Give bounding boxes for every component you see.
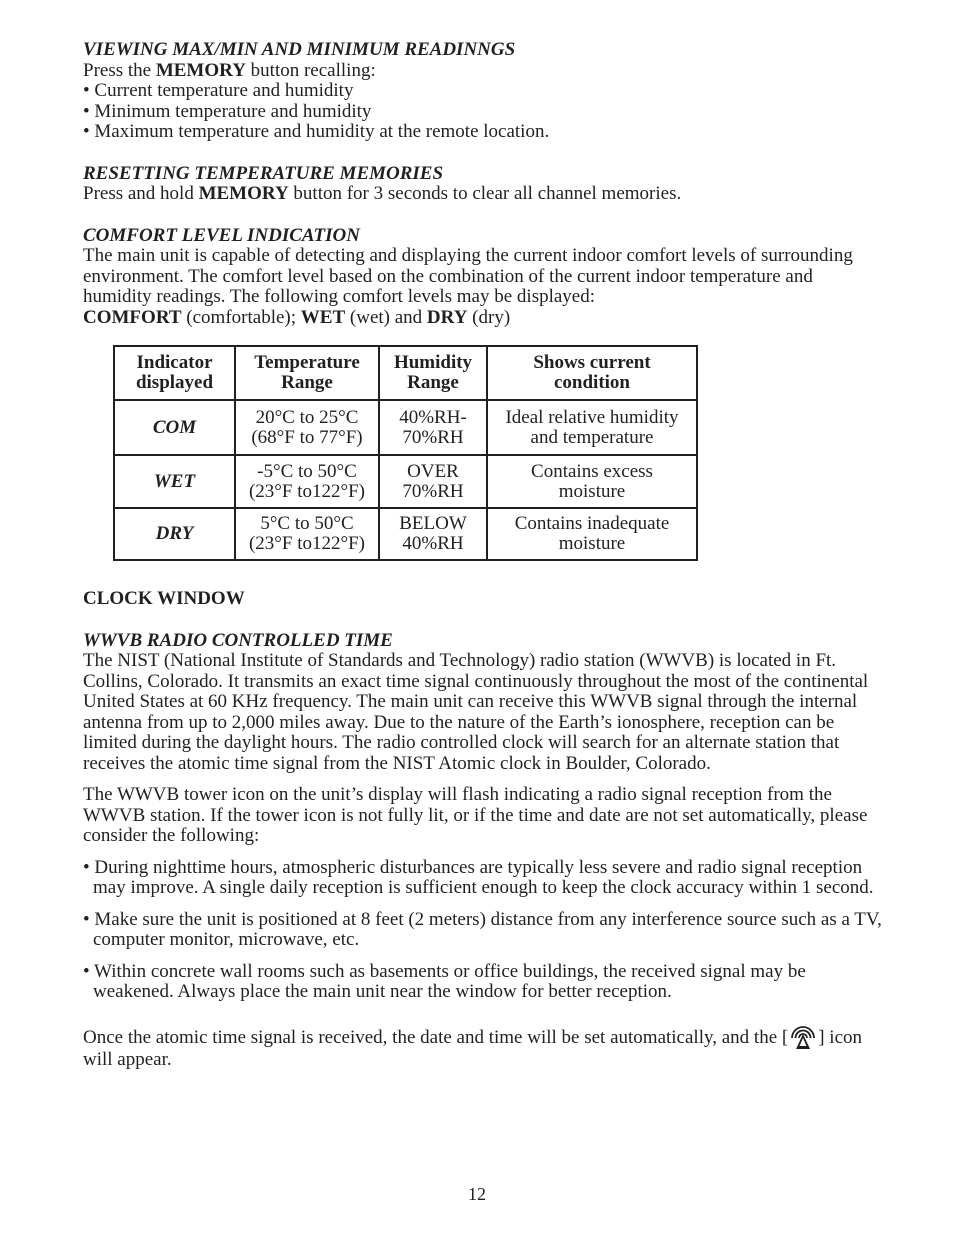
indicator-cell: COM (114, 400, 235, 455)
section-heading-clock-window: CLOCK WINDOW (83, 588, 245, 609)
comfort-description: The main unit is capable of detecting and displaying the current indoor comfort levels of surrounding environment. The comfort level based on the combination of the current indoor temperature and humidity readings. The following comfort levels may be displayed: (83, 245, 853, 307)
header-temperature: Temperature Range (235, 346, 379, 400)
wwvb-paragraph-1: The NIST (National Institute of Standards and Technology) radio station (WWVB) is located in Ft. Collins, Colorado. It transmits an exact time signal continuously throughout the most of the continental United States at 60 KHz frequency. The main unit can receive this WWVB signal through the internal antenna from up to 2,000 miles away. Due to the nature of the Earth’s ionosphere, reception can be limited during the daylight hours. The radio controlled clock will search for an alternate station that receives the atomic time signal from the NIST Atomic clock in Boulder, Colorado. (83, 650, 869, 774)
condition-cell: Contains excess moisture (487, 455, 697, 508)
temperature-cell: -5°C to 50°C (23°F to122°F) (235, 455, 379, 508)
wwvb-paragraph-2: The WWVB tower icon on the unit’s display will flash indicating a radio signal reception from the WWVB station. If the tower icon is not fully lit, or if the time and date are not set automatically, please consider the following: (83, 784, 868, 846)
list-item: • Current temperature and humidity (83, 80, 354, 101)
header-humidity: Humidity Range (379, 346, 487, 400)
memory-button-label: MEMORY (198, 183, 289, 204)
list-item: • Make sure the unit is positioned at 8 feet (2 meters) distance from any interference source such as a TV, computer monitor, microwave, etc. (83, 908, 882, 950)
condition-cell: Contains inadequate moisture (487, 508, 697, 560)
section-heading-max-min: VIEWING MAX/MIN AND MINIMUM READINNGS (83, 39, 516, 60)
humidity-cell: OVER 70%RH (379, 455, 487, 508)
list-item: • During nighttime hours, atmospheric disturbances are typically less severe and radio signal reception may improve. A single daily reception is sufficient enough to keep the clock accuracy within 1 second. (83, 856, 874, 898)
temperature-cell: 5°C to 50°C (23°F to122°F) (235, 508, 379, 560)
list-item: • Maximum temperature and humidity at the remote location. (83, 121, 550, 142)
reset-instructions: Press and hold MEMORY button for 3 seconds to clear all channel memories. (83, 183, 682, 204)
condition-cell: Ideal relative humidity and temperature (487, 400, 697, 455)
humidity-cell: BELOW 40%RH (379, 508, 487, 560)
wwvb-tower-icon (788, 1024, 818, 1050)
section-heading-comfort: COMFORT LEVEL INDICATION (83, 224, 360, 246)
header-indicator: Indicator displayed (114, 346, 235, 400)
header-condition: Shows current condition (487, 346, 697, 400)
table-row (114, 455, 697, 508)
table-header-row (114, 346, 697, 400)
list-item: • Minimum temperature and humidity (83, 100, 372, 122)
section-heading-resetting: RESETTING TEMPERATURE MEMORIES (83, 162, 444, 184)
section-heading-wwvb: WWVB RADIO CONTROLLED TIME (83, 629, 393, 651)
wwvb-final-note: Once the atomic time signal is received, the date and time will be set automatically, and the [ ] icon will appear. (83, 1024, 883, 1071)
indicator-cell: DRY (114, 508, 235, 560)
temperature-cell: 20°C to 25°C (68°F to 77°F) (235, 400, 379, 455)
comfort-levels-line: COMFORT (comfortable); WET (wet) and DRY (dry) (83, 306, 511, 328)
comfort-level-table (113, 345, 698, 561)
memory-intro: Press the MEMORY button recalling: (83, 59, 376, 81)
manual-page (83, 40, 883, 1070)
list-item: • Within concrete wall rooms such as basements or office buildings, the received signal may be weakened. Always place the main unit near the window for better reception. (83, 960, 806, 1002)
table-row (114, 508, 697, 560)
memory-button-label: MEMORY (155, 59, 246, 81)
page-number: 12 (468, 1184, 486, 1204)
indicator-cell: WET (114, 455, 235, 508)
humidity-cell: 40%RH- 70%RH (379, 400, 487, 455)
table-row (114, 400, 697, 455)
